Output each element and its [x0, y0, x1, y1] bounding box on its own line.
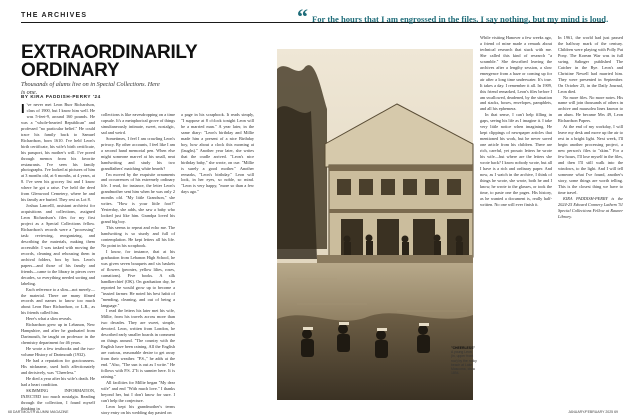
article-paragraph: Joshua Lancelll, assistant archivist for acquisitions and collections, assigned Leon Richardson's files for my first project as a Special Collections fellow. Richardson's records were a "processing" task: reviewing, reorganizing, and describing the materials, making them accessible. I was tasked with moving the records, cleaning and rehousing them in archival folders, box by box. Leon's papers—and those of his family and friends—came to the library in pieces over decades, so everything needed sorting and labeling. [21, 203, 95, 286]
article-paragraph: Sometimes, I feel I am crawling Leon's privacy. By other accounts, I feel like I am a second hand memorial pen. When else might someone marvel at his small, neat handwriting and study his two grandfathers' matching white beards? [101, 135, 175, 171]
photo-caption [451, 346, 477, 375]
author-bio: KIRA PADDISH-PERRY is the 2024-25 Edward Connery Lathem '51 Special Collections Fellow at Rauner Library. [558, 195, 623, 219]
caption-text: A young Leon (in, upper front row) by the rocky beach at Lake Mascoma, circa 1894. [451, 350, 477, 376]
article-deck: Thousands of alums live on in Special Collections. Here is one. [21, 81, 160, 96]
article-column-5 [558, 35, 623, 403]
footer-right: JANUARY/FEBRUARY 2025 69 [568, 410, 618, 414]
footer-left: 68 DARTMOUTH ALUMNI MAGAZINE [8, 410, 69, 414]
pull-quote [297, 4, 612, 29]
article-paragraph: In that sense, I can't help filling in gaps, seeing his life as I imagine it. I take very little notice when imagining. He kept clippings of newspaper articles that mentioned his work, but he never saved one article from his children. There are rich, careful, yet prosaic letters he wrote his wife—but where are the letters she wrote back? I know nobody wrote, but all I have is a rich and ordinary paper. And now, as I watch in the archive, I think of things he wrote, she wrote, both he and I know, he wrote to the glasses, or took the time, to paste one the pages. His history, as he wanted a document is, really half-written. No one will ever finish it. [480, 112, 552, 207]
article-paragraph: Richardson grew up in Lebanon, New Hampshire, and after he graduated from Dartmouth, he taught on professor in the chemistry department for 46 years. [21, 322, 95, 346]
article-paragraph: I 've never met Leon Burr Richardson, class of 1900, but I know him well. He was 5-feet-9, around 160 pounds. He was a "whole-hearted Republican" and professed "no particular belief." He could trace his family back to Samuel Richardson, born 1610. I've held Leon's birth certificate, his wife's birth certificate, his passport, his mother's will. I've pored through memos from his favorite restaurants. I've seen his family photographs. I've looked at pictures of him at 3 months old, at 6 months, at 4 years, at 8. I've seen his grocery list and I know where he got a raise. I've held the deed from Glenwood Cemetery, where he and his family are buried. They rest as Lot 8. [21, 101, 95, 203]
article-paragraph: collections is like eavesdropping on a time capsule. It's a metaphorical grove of things simultaneously intimate, sweet, nostalgic, sad and weird. [101, 112, 175, 135]
boathouse-photo-image [277, 49, 473, 400]
article-paragraph: This seems to repeat and echo me. The handwriting is so sturdy and full of contemplation. He kept letters all his life. No point in his scrapbook. [101, 225, 175, 248]
article-paragraph: Each reference to a slim—not merely—the material. There are many filmed records and names to know too much about Leon Burr Richardson, or L.R., as his friends called him. [21, 286, 95, 316]
article-paragraph: I read the letters his later met his wife, Millie, from his travels across more than two decades. They are sweet, simple, devoted. Leon, written from London, he described early smaller boards in comment on things around. "The country with the English have been raining. All the English are curious, reasonable desire to get away from their weather. "P.S.," he adds at the end. "Also, "The sun is out as I write." He follows with P.S. 2"It is sunnier here. It is raining." [101, 308, 175, 379]
article-byline: BY KIRA PADDISH-PERRY '24 [21, 94, 101, 99]
article-paragraph: Here's what a slim reveals. [26, 316, 72, 322]
article-paragraph: At the end of my workday, I will leave my desk and move up the air to rest in a bright light. Next week, I'll begin another processing project, a new person's files to "skim." For a few hours, I'll lose myself in the files, and then I'll still walk into the windows, to the light. And I will tell someone what I've found, another's story, some things are worth telling. This is the closest thing we have to time travel. [558, 124, 623, 195]
article-column-2 [101, 112, 175, 415]
article-column-1 [21, 101, 95, 411]
section-label: THE ARCHIVES [21, 12, 88, 19]
article-column-3 [181, 112, 254, 403]
article-paragraph: In 1961, the world had just passed the halfway mark of the century. Children were playing with Polly Put Pony. The Korean War was in full swing. Salinger published The Catcher in the Rye. Leon's and Christine Newell had married him. They were presented in September. On October 25, in the Daily Journal, Leon died. [558, 35, 623, 94]
archival-photo [277, 49, 473, 400]
article-paragraph: No more files. No more notes. His name will join thousands of others in archive and mausolea lines known to an alum. He became Mrs 49, Leon Richardson Papers. [558, 94, 623, 124]
article-paragraph: He wrote a few textbooks and the two-volume History of Dartmouth (1932). [21, 346, 95, 358]
article-paragraph: He died a year after his wife's death. He had a heart condition. [21, 375, 95, 387]
article-column-4 [480, 35, 552, 403]
article-paragraph: He had a reputation for graciousness. His nickname, used both affectionately and derisively, was "Cheerless." [21, 357, 95, 375]
page-footer [0, 409, 626, 417]
drop-cap: I [21, 101, 25, 116]
caption-title: "CHEERLESS" [451, 346, 475, 350]
article-paragraph: While visiting Hanover a few weeks ago, a friend of mine made a remark about technical research that stuck with me. She called this kind of research "a scramble." She described leaving the archives after a lengthy session, a slow emergence from a haze or coming up for air after a long time underwater. It's true. It takes a day. I remember it all. In 1909, this friend remarked, Leon's files before I am swallowed, deadened, by the situation and stacks, boxes, envelopes, pamphlets, and all his ephemera. [480, 35, 552, 112]
article-paragraph: Leon kept his grandmother's terms story entry on his wedding day pasted on [101, 403, 175, 415]
article-paragraph: SKIMMING INFORMATION, INJECTED too much nostalgia. Reading through the collection, I found myself thinking in [21, 387, 95, 411]
article-paragraph: All facilities for Millie began "My dear wife" and end "With much love." I thanks beyond her, but I don't know for sure. I can't help the conjecture. [101, 379, 175, 403]
pull-quote-text: For the hours that I am engrossed in the files, I say nothing, but my mind is loud. [312, 14, 609, 24]
article-paragraph: a page in his scrapbook. It reads simply, "I suppose at 8 o'clock tonight Leon will be a married man." A year later, in the same diary: "Leon's birthday and Millie made him a present of a nice Birthday boy, how about a clock this morning at (laughs)." Another year later, she writes that the cradle arrived. "Leon's nice birthday baby," she wrote, on cue. "Millie is surely a good mother." Another remarks, "Leon's birthday." Leon will look, in her eyes, so noble, so mind. "Leon is very happy, "more so than a few days ago." [181, 112, 254, 195]
article-headline: EXTRAORDINARILY ORDINARY [21, 42, 198, 81]
article-paragraph: I'm moved by the exquisite ornaments and occurrences of his extremely ordinary life. I read, for instance, the letter Leon's grandmother sent him when he was only 2 months old. "My little Grandson," she writes. "How is your little foot?" Yesterday, she adds, she saw a baby who looked just like him. Grandpa loved his grand big boy. [101, 171, 175, 225]
quote-mark-icon: “ [297, 4, 308, 29]
article-paragraph: I know, for instance, that at his graduation from Lebanon High School, he was given seven bouquets and six baskets of flowers (peonies, yellow lilies, roses, carnations). Five books. A silk handkerchief (OK). On graduation day, he reported he would grow up to become a "trusted farmer. He noted his best habit of "mending, cleaning, and out of being a language." [101, 248, 175, 308]
